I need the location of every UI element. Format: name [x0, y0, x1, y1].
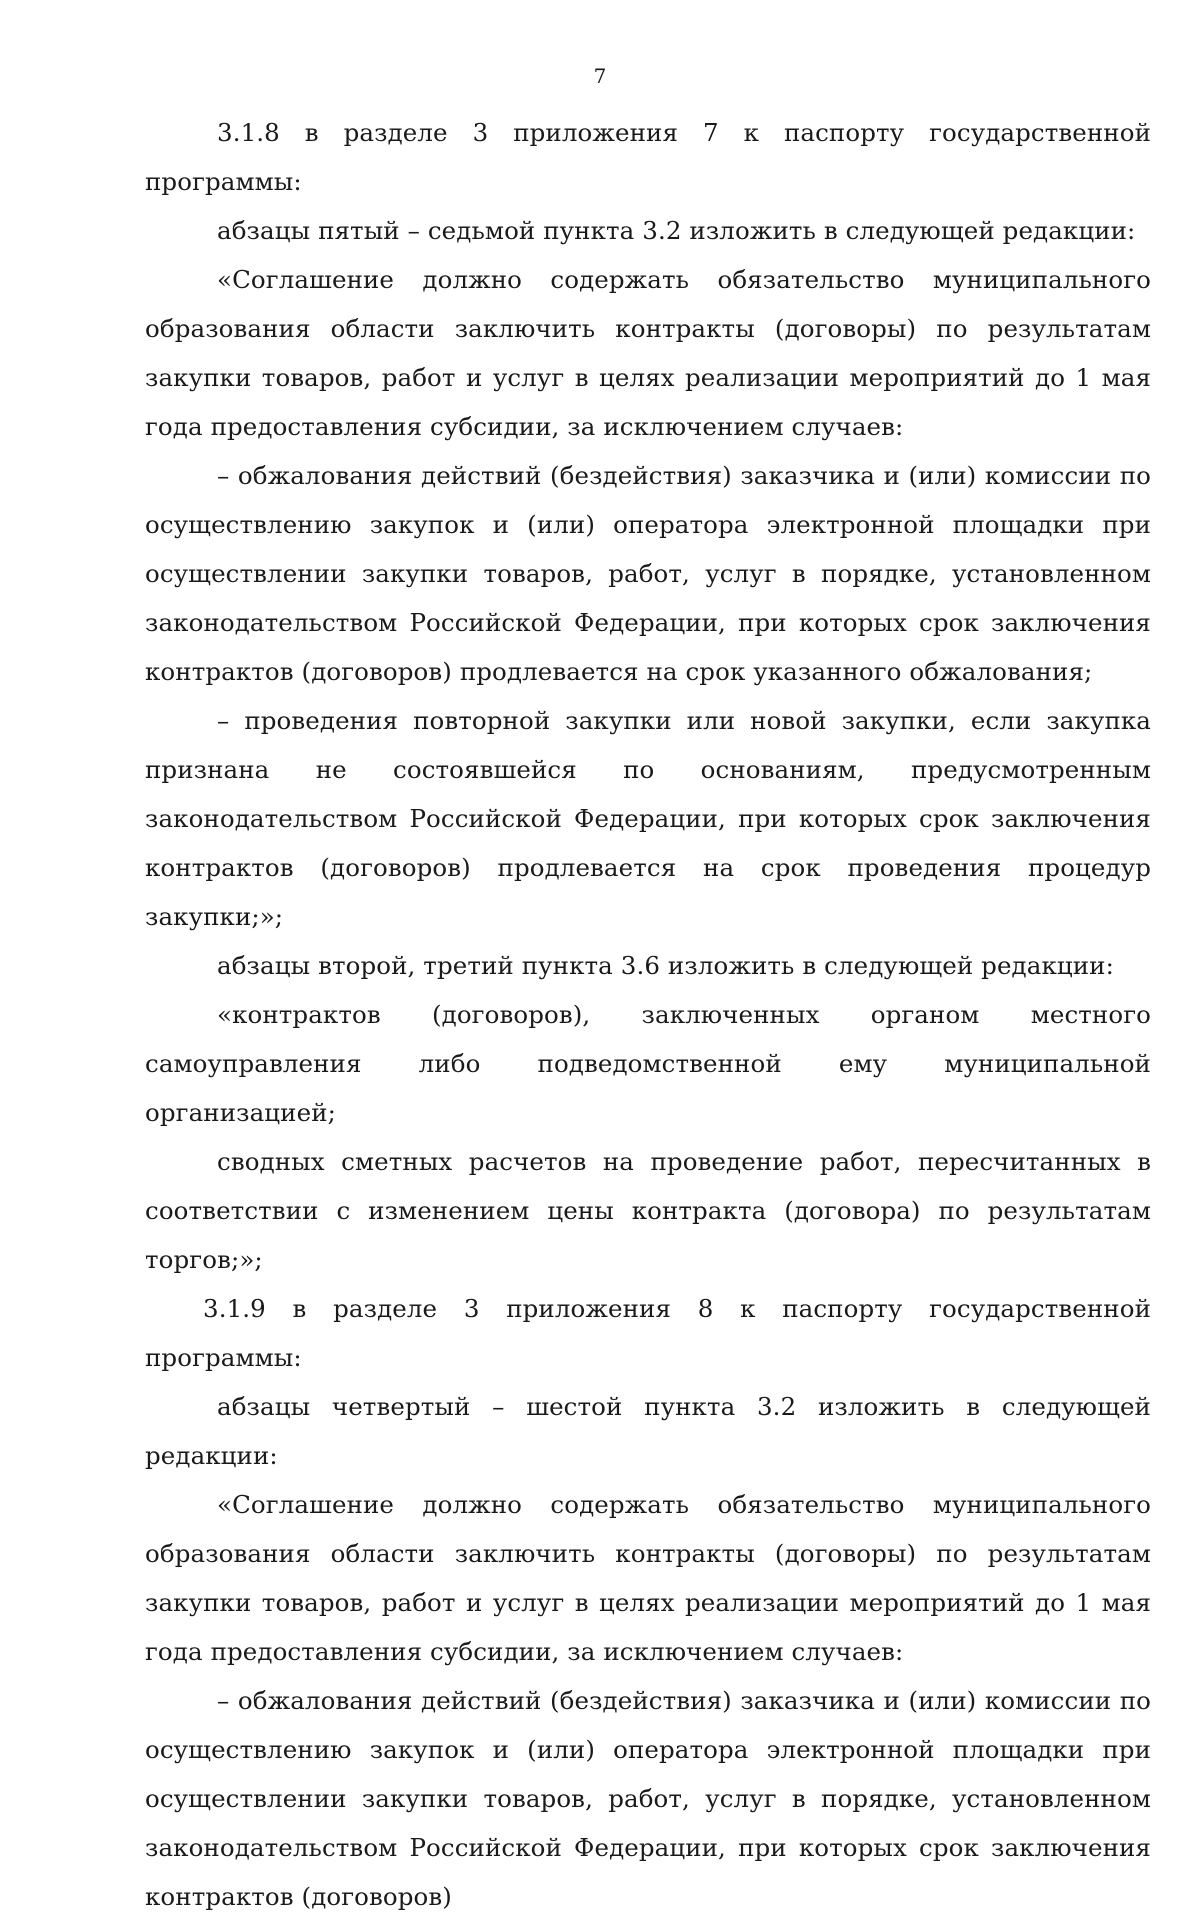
paragraph-3-1-8-heading: 3.1.8 в разделе 3 приложения 7 к паспорту государственной программы: — [145, 118, 1151, 196]
paragraph-appeal-case: – обжалования действий (бездействия) заказчика и (или) комиссии по осуществлению закупок и (или) оператора электронной площадки при осуществлении закупки товаров, работ, услуг в порядке, установленном законодательством Российской Федерации, при которых срок заключения контрактов (договоров) продлевается на срок указанного обжалования; — [145, 461, 1151, 686]
document-body — [145, 108, 1151, 1921]
paragraph-repeat-procurement-case: – проведения повторной закупки или новой закупки, если закупка признана не состоявшейся по основаниям, предусмотренным законодательством Российской Федерации, при которых срок заключения контрактов (договоров) продлевается на срок проведения процедур закупки;»; — [145, 706, 1151, 931]
paragraph-appeal-case-second: – обжалования действий (бездействия) заказчика и (или) комиссии по осуществлению закупок и (или) оператора электронной площадки при осуществлении закупки товаров, работ, услуг в порядке, установленном законодательством Российской Федерации, при которых срок заключения контрактов (договоров) — [145, 1686, 1151, 1911]
paragraph-3-1-9-heading: 3.1.9 в разделе 3 приложения 8 к паспорту государственной программы: — [145, 1294, 1151, 1372]
paragraph-amend-3-2: абзацы пятый – седьмой пункта 3.2 изложить в следующей редакции: — [217, 216, 1136, 245]
paragraph-amend-3-6: абзацы второй, третий пункта 3.6 изложить в следующей редакции: — [217, 951, 1114, 980]
paragraph-amend-3-2-second: абзацы четвертый – шестой пункта 3.2 изложить в следующей редакции: — [145, 1392, 1151, 1470]
paragraph-agreement-clause-second: «Соглашение должно содержать обязательство муниципального образования области заключить контракты (договоры) по результатам закупки товаров, работ и услуг в целях реализации мероприятий до 1 мая года предоставления субсидии, за исключением случаев: — [145, 1490, 1151, 1666]
page-number: 7 — [593, 64, 607, 88]
paragraph-agreement-clause: «Соглашение должно содержать обязательство муниципального образования области заключить контракты (договоры) по результатам закупки товаров, работ и услуг в целях реализации мероприятий до 1 мая года предоставления субсидии, за исключением случаев: — [145, 265, 1151, 441]
paragraph-estimates-item: сводных сметных расчетов на проведение работ, пересчитанных в соответствии с изменением цены контракта (договора) по результатам торгов;»; — [145, 1147, 1151, 1274]
paragraph-contracts-item: «контрактов (договоров), заключенных органом местного самоуправления либо подведомственной ему муниципальной организацией; — [145, 1000, 1151, 1127]
